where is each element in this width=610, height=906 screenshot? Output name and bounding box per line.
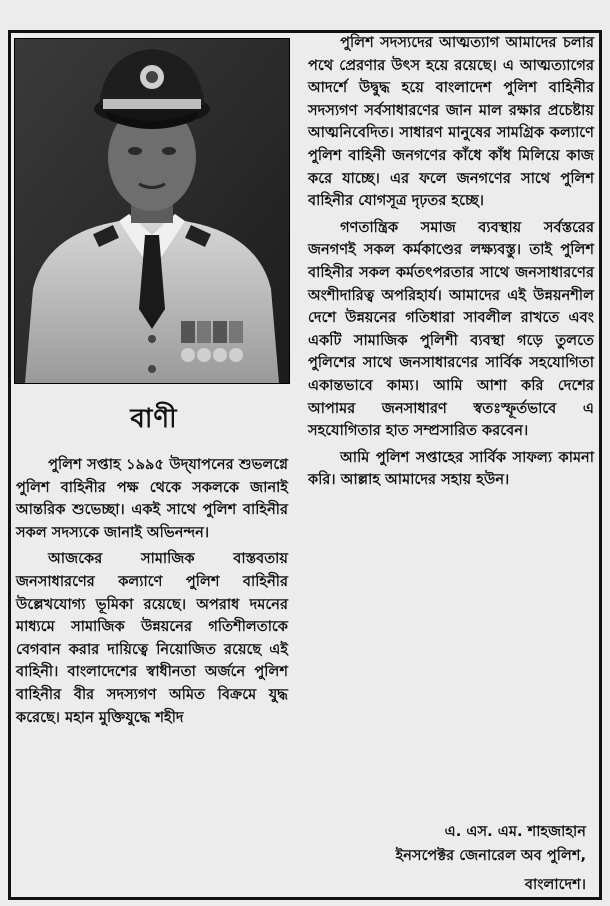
paragraph: গণতান্ত্রিক সমাজ ব্যবস্থায় সর্বস্তরের জনগণই সকল কর্মকাণ্ডের লক্ষ্যবস্তু। তাই পুলিশ বাহিনীর সকল কর্মতৎপরতার সাথে জনসাধারণের অংশীদারিত্ব অপরিহার্য। আমাদের এই উন্নয়নশীল দেশে উন্নয়নের গতিধারা সাবলীল রাখতে এবং একটি সামাজিক পুলিশী ব্যবস্থা গড়ে তুলতে পুলিশের সাথে জনসাধারণের সার্বিক সহযোগিতা একান্তভাবে কাম্য। আমি আশা করি দেশের আপামর জনসাধারণ স্বতঃস্ফূর্তভাবে এ সহযোগিতার হাত সম্প্রসারিত করবেন। xyxy=(308,218,594,440)
officer-portrait-photo xyxy=(14,38,290,384)
signatory-name: এ. এস. এম. শাহজাহান xyxy=(444,823,586,840)
signatory-title: ইনসপেক্টর জেনারেল অব পুলিশ, xyxy=(395,847,586,864)
paragraph: আজকের সামাজিক বাস্তবতায় জনসাধারণের কল্যাণে পুলিশ বাহিনীর উল্লেখযোগ্য ভূমিকা রয়েছে। অপরাধ দমনের মাধ্যমে সামাজিক উন্নয়নের গতিশীলতাকে বেগবান করার দায়িত্বে নিয়োজিত রয়েছে এই বাহিনী। বাংলাদেশের স্বাধীনতা অর্জনে পুলিশ বাহিনীর বীর সদস্যগণ অমিত বিক্রমে যুদ্ধ করেছে। মহান মুক্তিযুদ্ধে শহীদ xyxy=(16,550,288,726)
message-heading: বাণী xyxy=(130,404,178,434)
left-column-text xyxy=(16,454,288,729)
signatory-country: বাংলাদেশ। xyxy=(524,876,586,893)
paragraph: পুলিশ সপ্তাহ ১৯৯৫ উদ্‌যাপনের শুভলগ্নে পুলিশ বাহিনীর পক্ষ থেকে সকলকে জানাই আন্তরিক শুভেচ্ছা। একই সাথে পুলিশ বাহিনীর সকল সদস্যকে জানাই অভিনন্দন। xyxy=(16,456,288,541)
right-column-text xyxy=(308,32,594,492)
paragraph: আমি পুলিশ সপ্তাহের সার্বিক সাফল্য কামনা করি। আল্লাহ আমাদের সহায় হউন। xyxy=(308,448,594,489)
paragraph: পুলিশ সদস্যদের আত্মত্যাগ আমাদের চলার পথে প্রেরণার উৎস হয়ে রয়েছে। এ আত্মত্যাগের আদর্শে উদ্বুদ্ধ হয়ে বাংলাদেশ পুলিশ বাহিনীর সদস্যগণ সর্বসাধারণের জান মাল রক্ষার প্রচেষ্টায় আত্মনিবেদিত। সাধারণ মানুষের সামগ্রিক কল্যাণে পুলিশ বাহিনী জনগণের কাঁধে কাঁধ মিলিয়ে কাজ করে যাচ্ছে। এর ফলে জনগণের সাথে পুলিশ বাহিনীর যোগসূত্র দৃঢ়তর হচ্ছে। xyxy=(308,34,594,210)
